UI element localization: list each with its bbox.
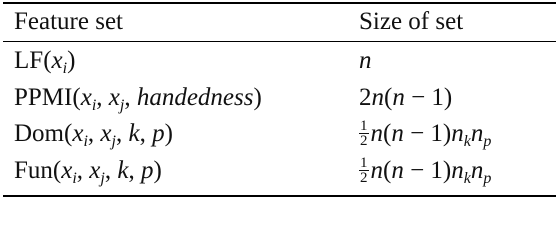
feature-name: Dom (14, 120, 64, 147)
header-rule (3, 41, 556, 42)
row-ppmi-size: 2n(n − 1) (359, 84, 453, 111)
feature-name: LF (14, 47, 44, 74)
feature-args: ($x_i$, $x_j$, k, p) (52, 157, 162, 187)
row-fun-size: $\frac{1}{2}$ $n(n - 1)n_kn_p$ (360, 154, 492, 187)
row-lf-feature (14, 46, 75, 76)
row-dom-size: $\frac{1}{2}$ $n(n - 1)n_kn_p$ (360, 117, 492, 150)
feature-args: ($x_i$, $x_j$, k, p) (64, 120, 173, 150)
feature-name: Fun (14, 157, 53, 184)
row-fun-feature (14, 156, 162, 186)
row-ppmi-feature (14, 83, 262, 113)
feature-args: ($x_i$, $x_j$, handedness) (72, 84, 262, 114)
row-dom-feature (14, 119, 173, 149)
feature-args: $(x_i)$ (43, 47, 76, 77)
top-rule (3, 2, 556, 4)
bottom-rule (3, 195, 556, 197)
row-lf-size: n (359, 47, 372, 74)
header-feature-set: Feature set (14, 8, 123, 35)
header-size-of-set: Size of set (359, 8, 464, 35)
feature-name: PPMI (14, 84, 73, 111)
